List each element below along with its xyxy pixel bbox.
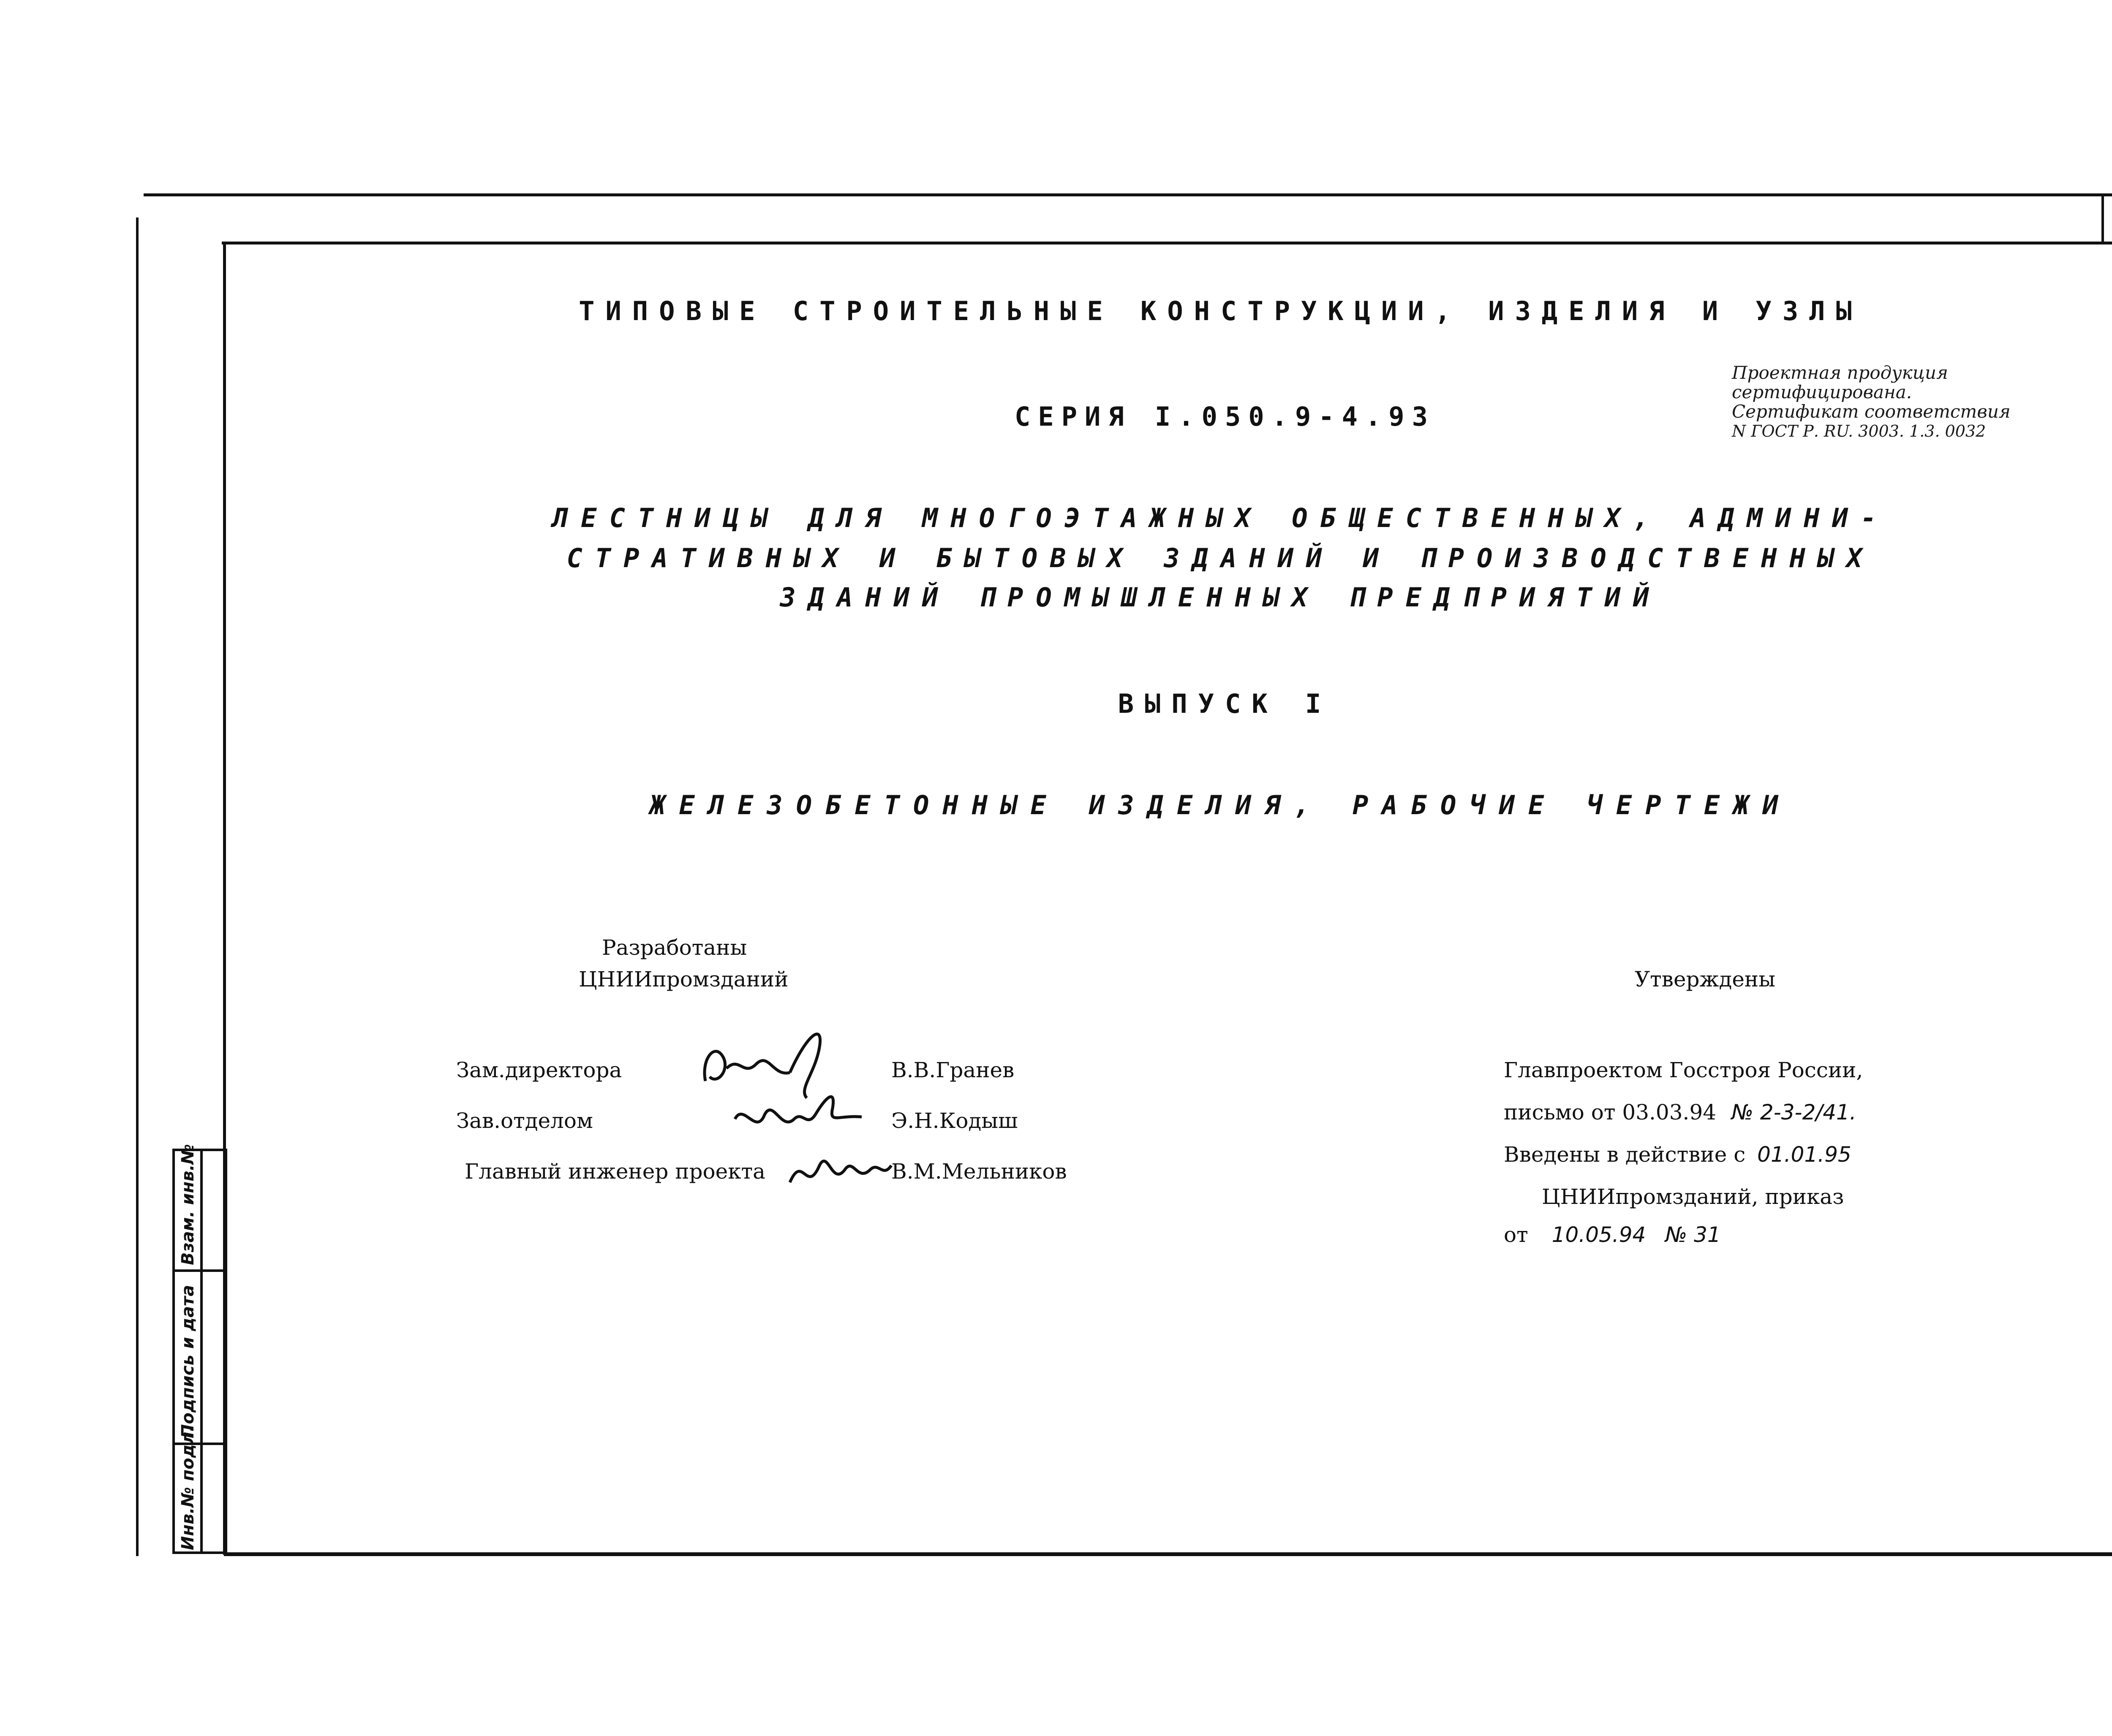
approval-line-3 (1504, 1142, 1851, 1167)
order-number: № 31 (1665, 1223, 1721, 1247)
approval-letter-number: № 2-3-2/41. (1731, 1100, 1856, 1125)
developer-position-2: Зав.отделом (456, 1108, 593, 1133)
side-stamp-signature-label: Подпись и дата (178, 1285, 198, 1438)
subject-line-3: ЗДАНИЙ ПРОМЫШЛЕННЫХ ПРЕДПРИЯТИЙ (780, 582, 1662, 613)
side-stamp-inventory-label: Инв.№ подл. (178, 1425, 198, 1550)
series-number: СЕРИЯ I.050.9-4.93 (1015, 401, 1435, 432)
subject-line-1: ЛЕСТНИЦЫ ДЛЯ МНОГОЭТАЖНЫХ ОБЩЕСТВЕННЫХ, АДМИНИ- (552, 503, 1889, 533)
approval-heading: Утверждены (1635, 967, 1776, 992)
side-stamp-replacement-label: Взам. инв.№ (178, 1144, 198, 1265)
frame-top-outer (144, 193, 2112, 196)
approval-letter-date: письмо от 03.03.94 (1504, 1100, 1717, 1125)
order-date: 10.05.94 (1551, 1223, 1646, 1247)
certificate-note (1732, 363, 2011, 441)
certificate-line-1: Проектная продукция (1732, 362, 1948, 383)
content-title: ЖЕЛЕЗОБЕТОННЫЕ ИЗДЕЛИЯ, РАБОЧИЕ ЧЕРТЕЖИ (650, 790, 1792, 820)
approval-line-1: Главпроектом Госстроя России, (1504, 1058, 1863, 1082)
frame-bottom (224, 1552, 2112, 1556)
developer-name-2: Э.Н.Кодыш (891, 1108, 1018, 1133)
signature-melnikov (786, 1140, 895, 1199)
developers-organization: ЦНИИпромзданий (579, 967, 789, 992)
subject-line-2: СТРАТИВНЫХ И БЫТОВЫХ ЗДАНИЙ И ПРОИЗВОДСТВЕННЫХ (566, 543, 1875, 573)
developer-position-3: Главный инженер проекта (465, 1159, 765, 1184)
approval-line-4: ЦНИИпромзданий, приказ (1542, 1185, 1844, 1209)
approval-line-5 (1504, 1223, 1721, 1247)
developers-heading: Разработаны (602, 935, 747, 960)
effective-date: 01.01.95 (1757, 1142, 1851, 1167)
frame-top-inner (222, 242, 2112, 245)
developer-name-1: В.В.Гранев (891, 1058, 1015, 1082)
frame-right-box-left (2101, 193, 2104, 243)
order-date-label: от (1504, 1223, 1528, 1247)
approval-line-2 (1504, 1100, 1856, 1125)
document-title: ТИПОВЫЕ СТРОИТЕЛЬНЫЕ КОНСТРУКЦИИ, ИЗДЕЛИЯ И УЗЛЫ (579, 296, 1863, 326)
developer-position-1: Зам.директора (456, 1058, 622, 1082)
side-stamp (172, 1144, 227, 1554)
effective-date-label: Введены в действие с (1504, 1142, 1746, 1167)
certificate-line-4: N ГОСТ Р. RU. 3003. 1.3. 0032 (1732, 422, 1986, 440)
issue-number: ВЫПУСК I (1118, 688, 1332, 719)
certificate-line-2: сертифицирована. (1732, 382, 1912, 402)
certificate-line-3: Сертификат соответствия (1732, 401, 2011, 422)
frame-left-outer (136, 217, 139, 1556)
developer-name-3: В.М.Мельников (891, 1159, 1067, 1184)
